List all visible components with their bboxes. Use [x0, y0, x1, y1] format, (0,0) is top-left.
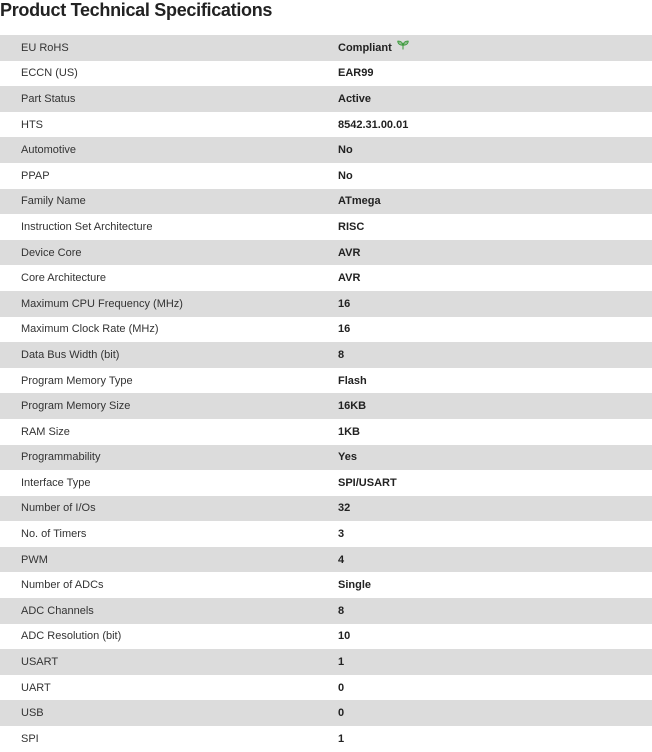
spec-value-cell [338, 163, 652, 189]
spec-value-cell [338, 291, 652, 317]
spec-label: No. of Timers [21, 528, 87, 541]
spec-row [0, 393, 652, 419]
spec-row [0, 700, 652, 726]
spec-value-cell [338, 317, 652, 343]
spec-row [0, 214, 652, 240]
spec-value-cell [338, 572, 652, 598]
spec-row [0, 496, 652, 522]
spec-label: RAM Size [21, 425, 70, 438]
spec-value: 16 [338, 297, 351, 310]
spec-row [0, 163, 652, 189]
spec-value: EAR99 [338, 67, 374, 80]
spec-label: SPI [21, 732, 39, 745]
spec-value-cell [338, 137, 652, 163]
spec-row [0, 368, 652, 394]
spec-value: SPI/USART [338, 476, 397, 489]
spec-value: 0 [338, 681, 345, 694]
spec-label: PWM [21, 553, 48, 566]
page-title: Product Technical Specifications [0, 0, 273, 20]
spec-label: Maximum Clock Rate (MHz) [21, 323, 159, 336]
spec-value-cell [338, 675, 652, 701]
spec-value: 16 [338, 323, 351, 336]
spec-value: 16KB [338, 400, 367, 413]
spec-value: Single [338, 579, 372, 592]
spec-value: Compliant [338, 41, 392, 54]
spec-value-cell [338, 445, 652, 471]
spec-row [0, 419, 652, 445]
spec-row [0, 521, 652, 547]
spec-label: Core Architecture [21, 272, 106, 285]
spec-row [0, 240, 652, 266]
spec-label: Family Name [21, 195, 86, 208]
spec-value-cell [338, 342, 652, 368]
spec-row [0, 61, 652, 87]
spec-label: Part Status [21, 92, 76, 105]
spec-row [0, 649, 652, 675]
spec-value-cell [338, 61, 652, 87]
spec-label: UART [21, 681, 51, 694]
spec-value: 8542.31.00.01 [338, 118, 409, 131]
spec-label: Maximum CPU Frequency (MHz) [21, 297, 183, 310]
spec-label: USB [21, 707, 44, 720]
spec-value-cell [338, 368, 652, 394]
spec-row [0, 112, 652, 138]
spec-label: Automotive [21, 144, 77, 157]
spec-table-body [0, 35, 652, 752]
spec-value: AVR [338, 272, 361, 285]
spec-row [0, 265, 652, 291]
spec-value: 32 [338, 502, 351, 515]
spec-value: Active [338, 92, 372, 105]
spec-value: No [338, 169, 353, 182]
spec-label: USART [21, 656, 59, 669]
spec-value: 3 [338, 528, 345, 541]
spec-value-cell [338, 470, 652, 496]
spec-value-cell [338, 214, 652, 240]
spec-value-cell [338, 649, 652, 675]
spec-label: HTS [21, 118, 43, 131]
spec-row [0, 291, 652, 317]
spec-value: No [338, 144, 353, 157]
spec-label: ADC Channels [21, 604, 94, 617]
spec-value-cell [338, 35, 652, 61]
spec-row [0, 547, 652, 573]
spec-value-cell [338, 112, 652, 138]
spec-label: Programmability [21, 451, 101, 464]
spec-label: PPAP [21, 169, 50, 182]
leaf-icon [397, 40, 409, 53]
spec-value: Flash [338, 374, 367, 387]
spec-label: Number of I/Os [21, 502, 96, 515]
spec-value-cell [338, 265, 652, 291]
spec-value: 8 [338, 348, 345, 361]
spec-row [0, 189, 652, 215]
spec-value-cell [338, 726, 652, 752]
spec-label: Interface Type [21, 476, 91, 489]
spec-row [0, 86, 652, 112]
spec-value-cell [338, 419, 652, 445]
spec-value: 1 [338, 656, 345, 669]
spec-row [0, 137, 652, 163]
spec-value-cell [338, 393, 652, 419]
spec-row [0, 726, 652, 752]
spec-label: Number of ADCs [21, 579, 104, 592]
spec-value: 0 [338, 707, 345, 720]
spec-value: AVR [338, 246, 361, 259]
spec-value-cell [338, 189, 652, 215]
spec-label: Data Bus Width (bit) [21, 348, 120, 361]
spec-table [0, 35, 652, 752]
spec-label: Instruction Set Architecture [21, 220, 153, 233]
spec-value-cell [338, 624, 652, 650]
spec-value: Yes [338, 451, 357, 464]
spec-value: 4 [338, 553, 345, 566]
spec-value: 10 [338, 630, 351, 643]
spec-row [0, 317, 652, 343]
spec-value: RISC [338, 220, 365, 233]
spec-value: 8 [338, 604, 345, 617]
spec-label: EU RoHS [21, 41, 69, 54]
spec-row [0, 572, 652, 598]
spec-row [0, 624, 652, 650]
spec-row [0, 598, 652, 624]
spec-row [0, 470, 652, 496]
spec-row [0, 35, 652, 61]
spec-value-cell [338, 496, 652, 522]
spec-value-cell [338, 700, 652, 726]
spec-value: ATmega [338, 195, 381, 208]
spec-value-cell [338, 240, 652, 266]
spec-value-cell [338, 598, 652, 624]
spec-value: 1KB [338, 425, 361, 438]
spec-value: 1 [338, 732, 345, 745]
spec-row [0, 445, 652, 471]
spec-value-cell [338, 521, 652, 547]
spec-label: Device Core [21, 246, 82, 259]
spec-label: ECCN (US) [21, 67, 78, 80]
spec-label: ADC Resolution (bit) [21, 630, 122, 643]
spec-value-cell [338, 86, 652, 112]
spec-label: Program Memory Size [21, 400, 131, 413]
spec-value-cell [338, 547, 652, 573]
spec-row [0, 675, 652, 701]
spec-label: Program Memory Type [21, 374, 133, 387]
spec-row [0, 342, 652, 368]
